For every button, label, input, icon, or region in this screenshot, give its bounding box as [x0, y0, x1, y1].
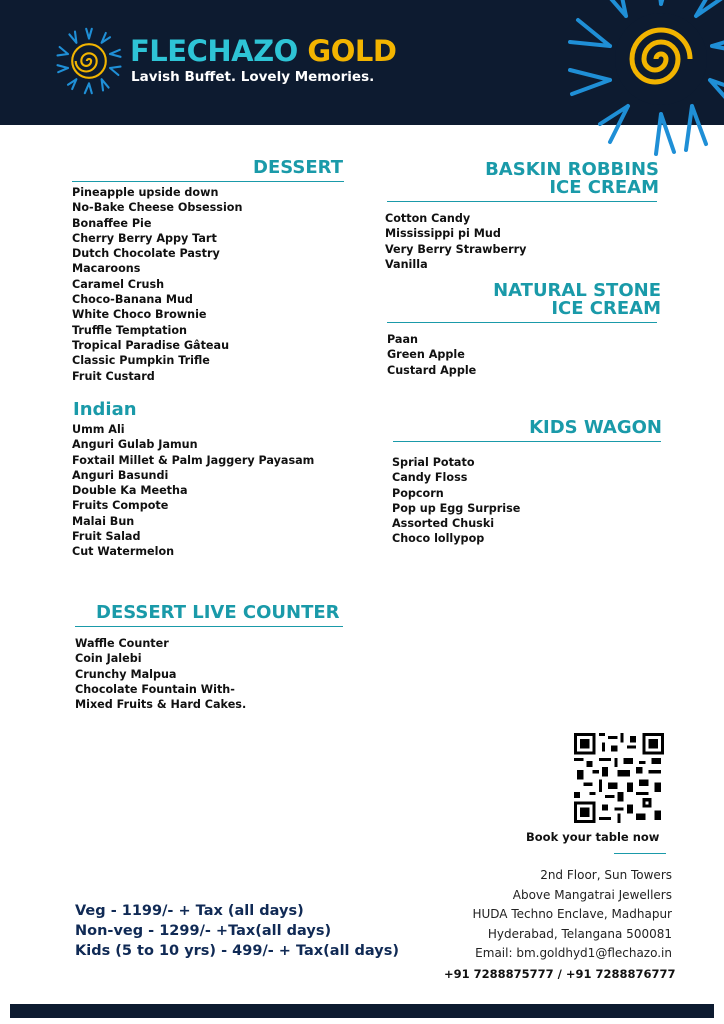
list-item: Sprial Potato: [392, 456, 475, 469]
list-item: Chocolate Fountain With-: [75, 682, 235, 696]
list-item: Waffle Counter: [75, 637, 169, 650]
kids-wagon-title: KIDS WAGON: [529, 417, 662, 438]
list-item: Caramel Crush: [72, 277, 165, 291]
list-item: Truffle Temptation: [72, 323, 187, 337]
list-item: Classic Pumpkin Trifle: [72, 354, 210, 368]
list-item: Tropical Paradise Gâteau: [72, 338, 230, 352]
corner-sun-icon: [556, 0, 724, 164]
list-item: Fruit Salad: [72, 530, 141, 544]
baskin-title: [485, 161, 659, 197]
address-line: Hyderabad, Telangana 500081: [487, 926, 672, 941]
list-item: Umm Ali: [72, 423, 125, 436]
baskin-divider: [387, 201, 657, 202]
indian-list: [72, 422, 314, 560]
live-counter-divider: [75, 626, 343, 627]
book-divider: [614, 853, 666, 854]
list-item: Assorted Chuski: [392, 517, 495, 531]
list-item: Anguri Gulab Jamun: [72, 438, 198, 452]
list-item: Cherry Berry Appy Tart: [72, 231, 217, 245]
list-item: White Choco Brownie: [72, 308, 207, 322]
baskin-title-line2: ICE CREAM: [549, 177, 659, 198]
list-item: Paan: [387, 333, 418, 346]
live-counter-title: DESSERT LIVE COUNTER: [96, 602, 340, 623]
list-item: Fruit Custard: [72, 369, 155, 383]
indian-title: Indian: [73, 399, 137, 420]
list-item: Dutch Chocolate Pastry: [72, 247, 220, 261]
list-item: Green Apple: [387, 348, 465, 362]
list-item: Choco-Banana Mud: [72, 293, 193, 307]
list-item: Vanilla: [385, 257, 428, 271]
kids-wagon-list: [392, 455, 520, 547]
list-item: Popcorn: [392, 486, 444, 500]
price-veg: Veg - 1199/- + Tax (all days): [75, 903, 304, 919]
natural-stone-title-line1: NATURAL STONE: [493, 280, 661, 301]
kids-wagon-divider: [393, 441, 661, 442]
list-item: Cotton Candy: [385, 212, 471, 225]
list-item: Bonaffee Pie: [72, 216, 152, 230]
list-item: Choco lollypop: [392, 532, 485, 546]
list-item: Very Berry Strawberry: [385, 242, 527, 256]
price-kids: Kids (5 to 10 yrs) - 499/- + Tax(all days): [75, 943, 399, 959]
list-item: Coin Jalebi: [75, 652, 142, 666]
dessert-list: [72, 185, 242, 384]
list-item: Custard Apple: [387, 363, 477, 377]
email-line[interactable]: Email: bm.goldhyd1@flechazo.in: [475, 946, 672, 960]
price-nonveg: Non-veg - 1299/- +Tax(all days): [75, 923, 332, 939]
book-table-label: Book your table now: [526, 830, 660, 844]
list-item: Pop up Egg Surprise: [392, 501, 521, 515]
baskin-list: [385, 211, 526, 272]
price-block: [75, 901, 399, 961]
dessert-title: DESSERT: [253, 157, 343, 178]
list-item: Crunchy Malpua: [75, 667, 177, 681]
tagline: Lavish Buffet. Lovely Memories.: [131, 69, 375, 85]
live-counter-list: [75, 636, 246, 712]
baskin-title-line1: BASKIN ROBBINS: [485, 159, 659, 180]
phone-numbers[interactable]: +91 7288875777 / +91 7288876777: [444, 967, 676, 981]
footer-bar: [10, 1004, 714, 1018]
address-line: HUDA Techno Enclave, Madhapur: [472, 907, 672, 921]
list-item: Foxtail Millet & Palm Jaggery Payasam: [72, 453, 315, 467]
natural-stone-title: [493, 282, 661, 318]
list-item: Double Ka Meetha: [72, 484, 188, 498]
list-item: Malai Bun: [72, 514, 135, 528]
list-item: Mixed Fruits & Hard Cakes.: [75, 698, 247, 712]
brand-name: [130, 34, 396, 68]
natural-stone-divider: [387, 322, 657, 323]
list-item: Macaroons: [72, 262, 141, 276]
list-item: Fruits Compote: [72, 499, 169, 513]
address-block: [472, 866, 672, 964]
dessert-divider: [72, 181, 344, 182]
list-item: Pineapple upside down: [72, 186, 219, 199]
list-item: Mississippi pi Mud: [385, 227, 501, 241]
qr-code-icon[interactable]: [574, 733, 664, 823]
sun-logo-icon: [54, 26, 124, 96]
list-item: Candy Floss: [392, 471, 468, 485]
natural-stone-list: [387, 332, 476, 378]
brand-name-part2: GOLD: [307, 34, 397, 68]
brand-name-part1: FLECHAZO: [130, 34, 298, 68]
address-line: 2nd Floor, Sun Towers: [540, 868, 672, 882]
list-item: Anguri Basundi: [72, 468, 169, 482]
address-line: Above Mangatrai Jewellers: [512, 887, 672, 902]
list-item: No-Bake Cheese Obsession: [72, 201, 243, 215]
list-item: Cut Watermelon: [72, 545, 175, 559]
natural-stone-title-line2: ICE CREAM: [551, 298, 661, 319]
